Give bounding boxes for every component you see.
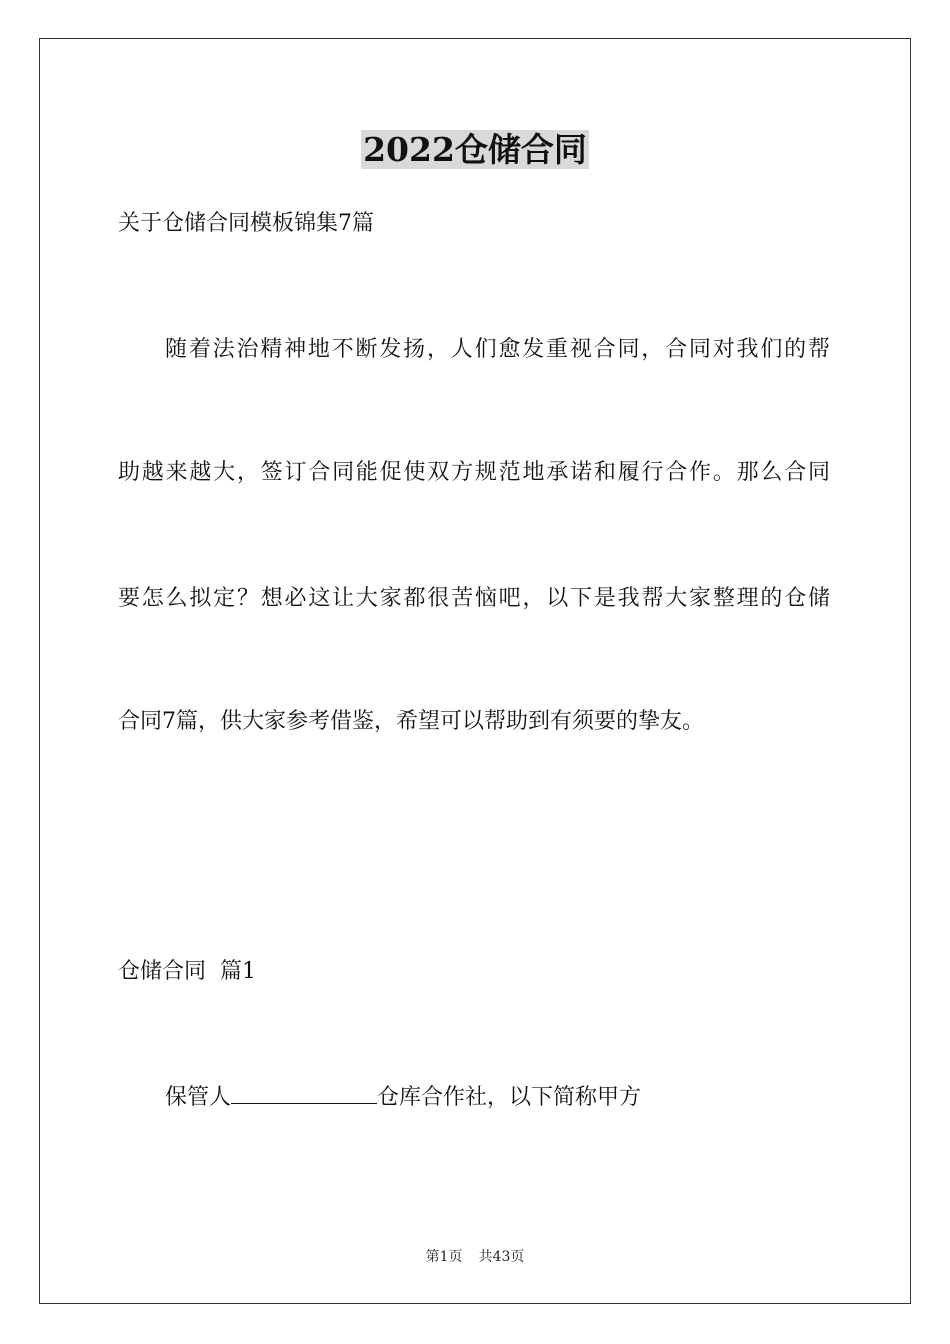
page-footer (0, 1247, 950, 1267)
document-subtitle: 关于仓储合同模板锦集7篇 (118, 211, 374, 236)
custodian-suffix: 仓库合作社，以下简称甲方 (377, 1085, 642, 1110)
intro-paragraph-line-3: 要怎么拟定？想必这让大家都很苦恼吧，以下是我帮大家整理的仓储 (118, 586, 830, 611)
custodian-prefix: 保管人 (165, 1085, 232, 1110)
page-number: 第1页 (425, 1249, 463, 1265)
intro-paragraph-line-2: 助越来越大，签订合同能促使双方规范地承诺和履行合作。那么合同 (118, 460, 830, 485)
document-title-text: 2022仓储合同 (363, 130, 587, 169)
section-heading: 仓储合同 篇1 (118, 959, 256, 984)
intro-paragraph-line-4: 合同7篇，供大家参考借鉴，希望可以帮助到有须要的挚友。 (118, 709, 704, 734)
document-title (0, 128, 950, 172)
custodian-line (165, 1081, 641, 1113)
page-total: 共43页 (478, 1249, 525, 1265)
intro-paragraph-line-1: 随着法治精神地不断发扬，人们愈发重视合同，合同对我们的帮 (165, 337, 830, 362)
custodian-name-blank (231, 1081, 377, 1104)
